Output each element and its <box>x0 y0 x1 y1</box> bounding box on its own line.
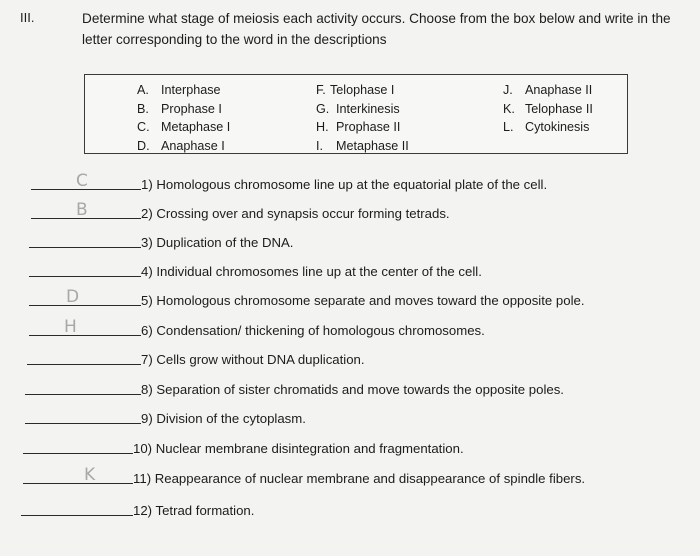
choice-c: C. Metaphase I <box>137 120 231 134</box>
choice-b: B. Prophase I <box>137 101 222 116</box>
question-text: 12) Tetrad formation. <box>133 503 255 518</box>
answer-blank[interactable] <box>29 258 141 277</box>
handwritten-answer: C <box>76 171 88 191</box>
question-5 <box>0 288 700 310</box>
question-text: 10) Nuclear membrane disintegration and fragmentation. <box>133 441 464 456</box>
choice-k: K. Telophase II <box>503 101 593 116</box>
handwritten-answer: B <box>76 200 88 220</box>
choices-column-2 <box>316 81 409 155</box>
question-text: 3) Duplication of the DNA. <box>141 235 294 250</box>
answer-blank[interactable] <box>27 346 141 365</box>
question-3 <box>0 230 700 252</box>
section-number: III. <box>20 10 35 25</box>
choice-i: I. Metaphase II <box>316 138 409 153</box>
answer-blank[interactable] <box>21 497 133 516</box>
choice-a: A. Interphase <box>137 83 221 97</box>
question-text: 1) Homologous chromosome line up at the equatorial plate of the cell. <box>141 177 548 192</box>
choice-d: D. Anaphase I <box>137 138 225 153</box>
question-text: 4) Individual chromosomes line up at the center of the cell. <box>141 264 482 279</box>
question-2 <box>0 201 700 223</box>
answer-blank[interactable] <box>29 287 141 306</box>
handwritten-answer: H <box>64 317 77 337</box>
handwritten-answer: D <box>66 287 80 307</box>
choices-column-3 <box>503 81 593 137</box>
answer-choices-box <box>84 74 628 154</box>
question-text: 11) Reappearance of nuclear membrane and disappearance of spindle fibers. <box>133 471 586 486</box>
question-1 <box>0 172 700 194</box>
choice-h: H. Prophase II <box>316 120 401 134</box>
answer-blank[interactable] <box>25 405 141 424</box>
question-text: 5) Homologous chromosome separate and moves toward the opposite pole. <box>141 293 585 308</box>
question-text: 9) Division of the cytoplasm. <box>141 411 306 426</box>
instructions: Determine what stage of meiosis each activity occurs. Choose from the box below and write in the letter corresponding to the word in the descriptions <box>82 11 671 47</box>
choices-column-1 <box>137 81 230 155</box>
answer-blank[interactable] <box>25 376 141 395</box>
answer-blank[interactable] <box>23 435 133 454</box>
question-9 <box>0 406 700 428</box>
answer-blank[interactable] <box>29 229 141 248</box>
question-text: 6) Condensation/ thickening of homologous chromosomes. <box>141 323 485 338</box>
question-text: 8) Separation of sister chromatids and move towards the opposite poles. <box>141 382 564 397</box>
question-11 <box>0 466 700 488</box>
question-6 <box>0 318 700 340</box>
choice-g: G. Interkinesis <box>316 101 400 116</box>
handwritten-answer: K <box>84 465 96 485</box>
question-text: 7) Cells grow without DNA duplication. <box>141 352 365 367</box>
question-12 <box>0 498 700 520</box>
question-10 <box>0 436 700 458</box>
question-7 <box>0 347 700 369</box>
answer-blank[interactable] <box>23 465 133 484</box>
choice-l: L. Cytokinesis <box>503 120 590 134</box>
question-4 <box>0 259 700 281</box>
question-8 <box>0 377 700 399</box>
choice-f: F. Telophase I <box>316 83 395 97</box>
question-text: 2) Crossing over and synapsis occur forming tetrads. <box>141 206 450 221</box>
choice-j: J. Anaphase II <box>503 83 593 97</box>
answer-blank[interactable] <box>29 317 141 336</box>
